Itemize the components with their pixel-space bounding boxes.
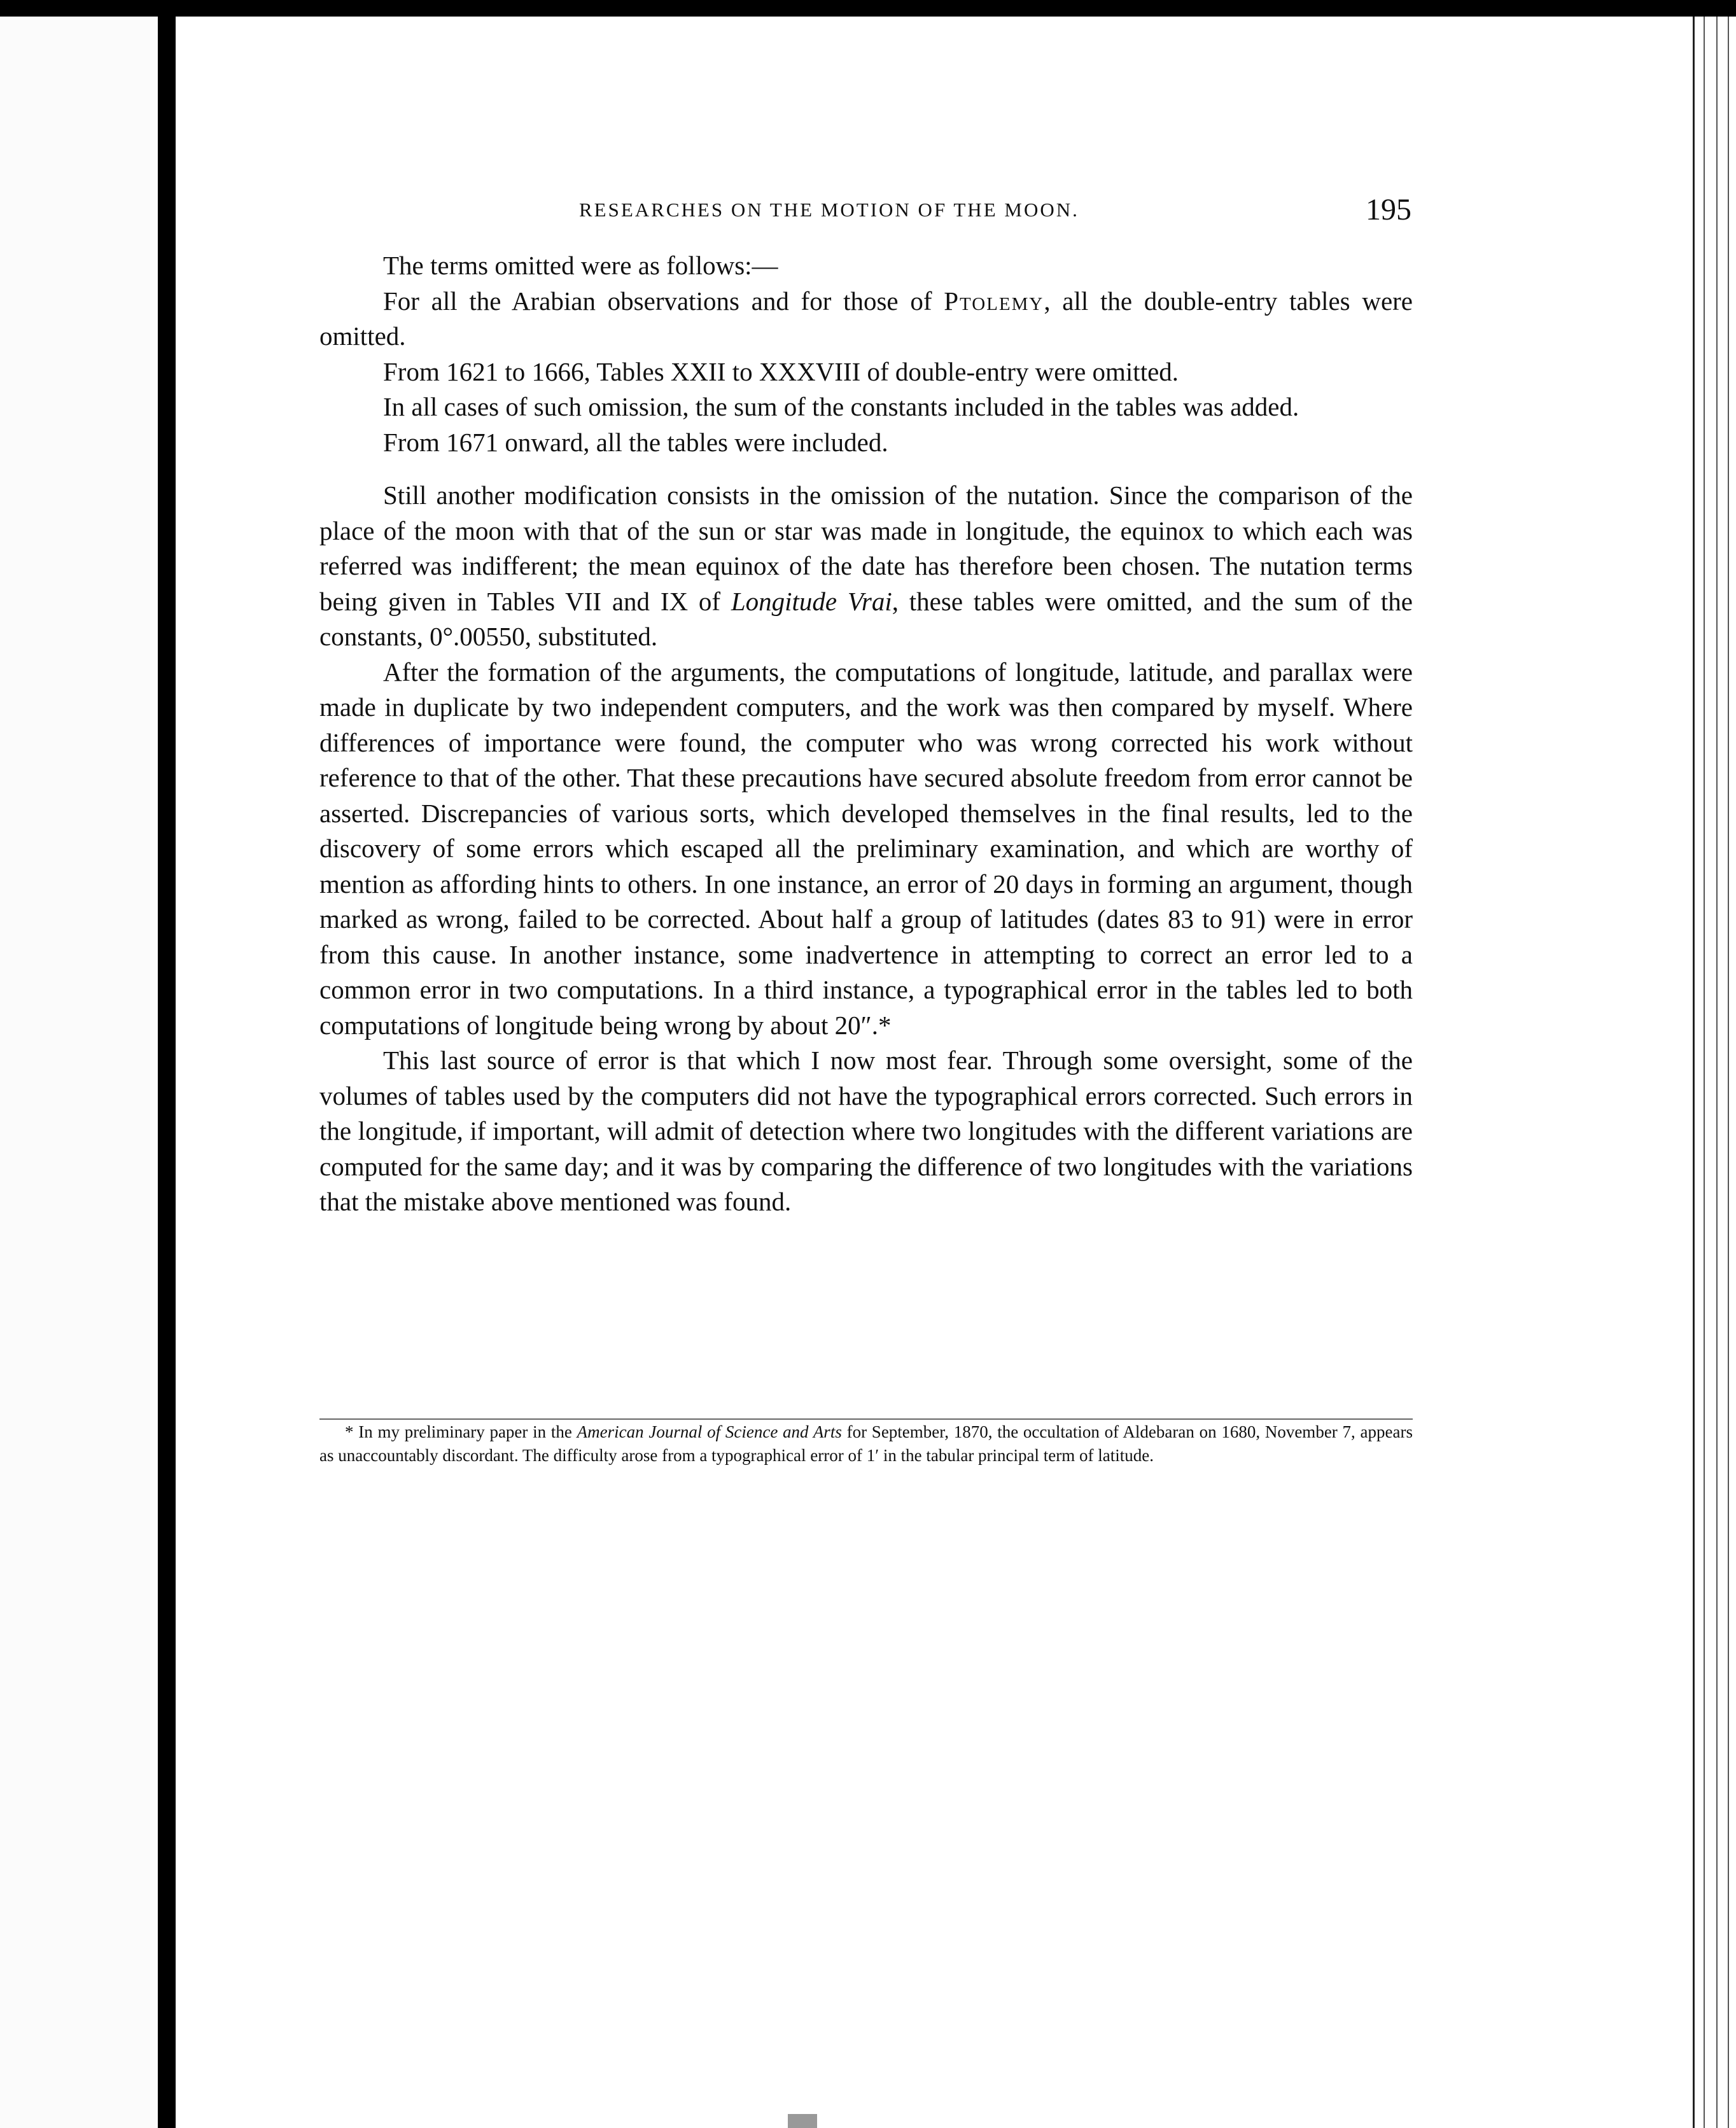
- page-edge-line: [1716, 17, 1718, 2128]
- text-run: , these tables were omitted, and the sum of the constants, 0°.00550, substituted.: [319, 586, 1413, 651]
- paragraph: In all cases of such omission, the sum of the constants included in the tables was added.: [383, 392, 1299, 421]
- footnote: [319, 1420, 1413, 1467]
- work-title: Longitude Vrai: [731, 586, 892, 616]
- paragraph: From 1621 to 1666, Tables XXII to XXXVIII of double-entry were omitted.: [383, 356, 1179, 386]
- footnote-text: [319, 1420, 1413, 1467]
- adjacent-page-edge: [0, 17, 158, 2128]
- paragraph: This last source of error is that which I now most fear. Through some oversight, some of the volumes of tables used by the computers did not have the typographical errors corrected. Such errors in the longitude, if important, will admit of detection where two longitudes with the different variations are computed for the same day; and it was by comparing the difference of two longitudes with the variations that the mistake above mentioned was found.: [319, 1046, 1413, 1216]
- paragraph: The terms omitted were as follows:—: [383, 251, 778, 280]
- paragraph: [319, 284, 1413, 354]
- page-stack-edge: [1693, 17, 1736, 2128]
- text-run: * In my preliminary paper in the: [345, 1422, 577, 1441]
- footnote-rule: [319, 1418, 1413, 1420]
- page-edge-line: [1728, 17, 1729, 2128]
- text-run: Still another modification consists in the omission of the nutation. Since the comparison of the place of the moon with that of the sun or star was made in longitude, the equinox to which each was referred was indifferent; the mean equinox of the date has therefore been chosen. The nutation terms being given in Tables VII and IX of: [319, 480, 1413, 616]
- journal-title: American Journal of Science and Arts: [577, 1422, 842, 1441]
- paragraph: [319, 478, 1413, 655]
- scan-mark: [788, 2114, 817, 2128]
- page-number: 195: [1366, 193, 1411, 227]
- page-edge-line: [1704, 17, 1705, 2128]
- paragraph: After the formation of the arguments, the computations of longitude, latitude, and parallax were made in duplicate by two independent computers, and the work was then compared by myself. Where differences of importance were found, the computer who was wrong corrected his work without reference to that of the other. That these precautions have secured absolute freedom from error cannot be asserted. Discrepancies of various sorts, which developed themselves in the final results, led to the discovery of some errors which escaped all the preliminary examination, and which are worthy of mention as affording hints to others. In one instance, an error of 20 days in forming an argument, though marked as wrong, failed to be corrected. About half a group of latitudes (dates 83 to 91) were in error from this cause. In another instance, some inadvertence in attempting to correct an error led to a common error in two computations. In a third instance, a typographical error in the tables led to both computations of longitude being wrong by about 20″.*: [319, 657, 1413, 1040]
- author-name: Ptolemy: [944, 286, 1044, 316]
- body-text: [319, 248, 1413, 1220]
- running-title: RESEARCHES ON THE MOTION OF THE MOON.: [579, 199, 1079, 221]
- scan-border-top: [0, 0, 1736, 17]
- text-run: for September, 1870, the occultation of Aldebaran on 1680, November 7, appears as unaccountably discordant. The difficulty arose from a typographical error of 1′ in the tabular principal term of latitude.: [319, 1422, 1413, 1465]
- paragraph: From 1671 onward, all the tables were included.: [383, 427, 888, 457]
- text-run: , all the double-entry tables were omitted.: [319, 286, 1413, 351]
- text-run: For all the Arabian observations and for those of: [383, 286, 944, 316]
- book-gutter: [158, 17, 176, 2128]
